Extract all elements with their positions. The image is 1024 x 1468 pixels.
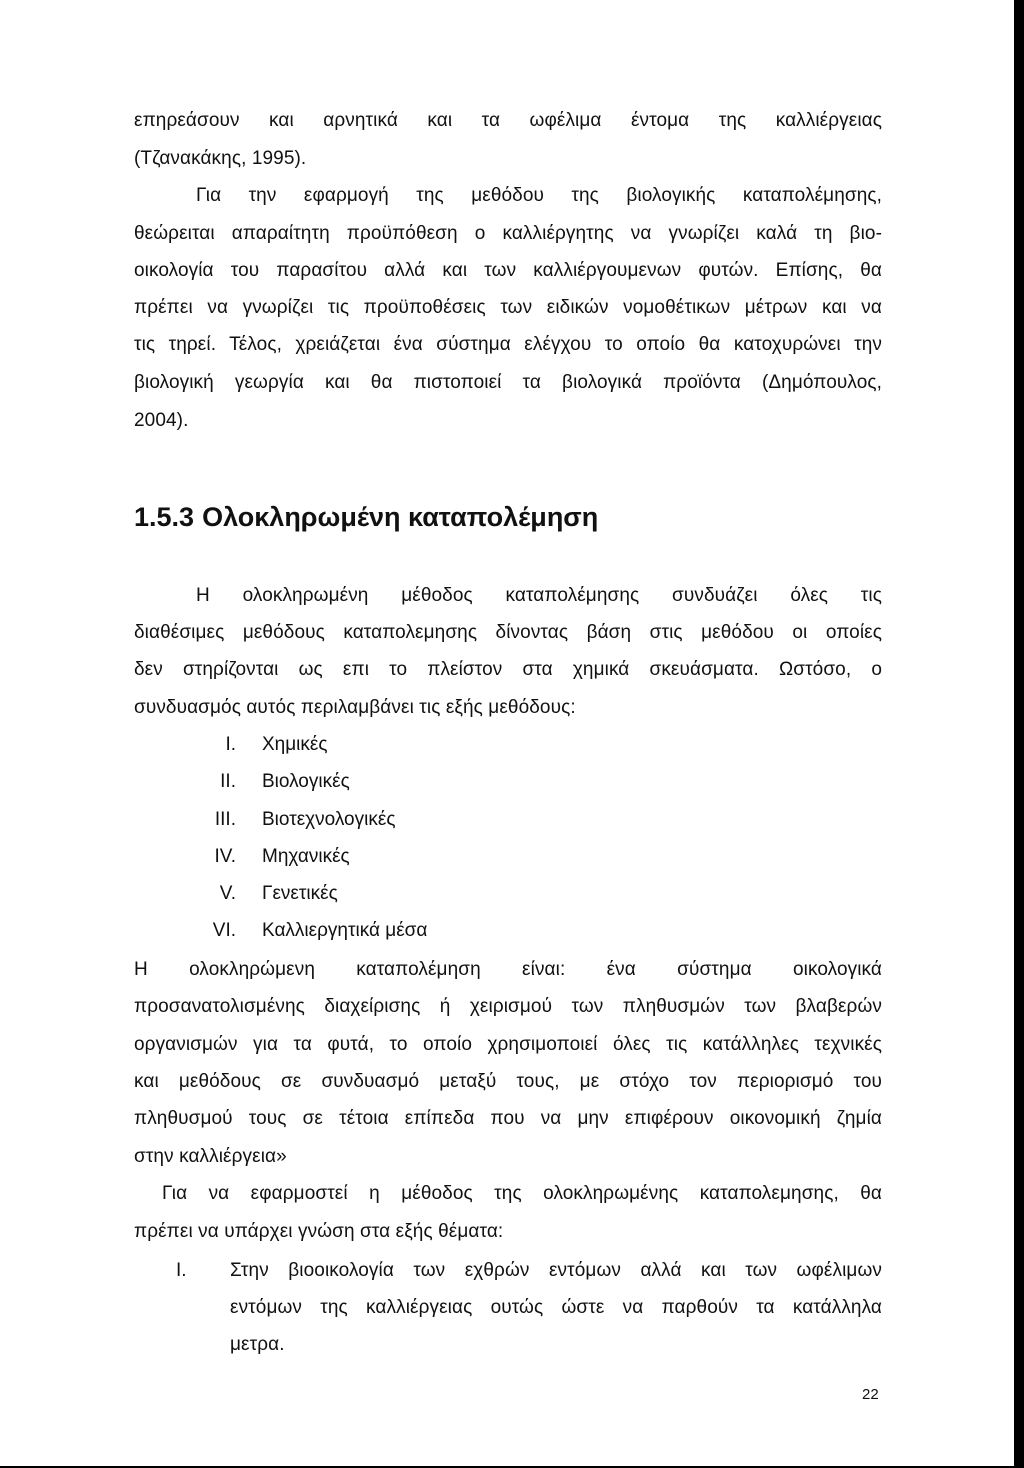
paragraph-line: στην καλλιέργεια»	[134, 1146, 287, 1167]
paragraph-line: και μεθόδους σε συνδυασμό μεταξύ τους, με στόχο τον περιορισμό του	[134, 1071, 882, 1092]
list-numeral: I.	[176, 1260, 187, 1281]
list-item: Γενετικές	[262, 883, 338, 904]
section-title: Ολοκληρωμένη καταπολέμηση	[202, 502, 599, 532]
list-numeral: VI.	[212, 920, 236, 941]
paragraph-line: διαθέσιμες μεθόδους καταπολεμησης δίνοντας βάση στις μεθόδου οι οποίες	[134, 622, 882, 643]
paragraph-line: οργανισμών για τα φυτά, το οποίο χρησιμοποιεί όλες τις κατάλληλες τεχνικές	[134, 1034, 882, 1055]
paragraph-line: επηρεάσουν και αρνητικά και τα ωφέλιμα έντομα της καλλιέργειας	[134, 110, 882, 131]
list-numeral: I.	[225, 734, 236, 755]
list-numeral: III.	[214, 809, 236, 830]
paragraph-line: Η ολοκληρώμενη καταπολέμηση είναι: ένα σύστημα οικολογικά	[134, 959, 882, 980]
paragraph-line: Για την εφαρμογή της μεθόδου της βιολογικής καταπολέμησης,	[196, 185, 882, 206]
paragraph-line: Για να εφαρμοστεί η μέθοδος της ολοκληρωμένης καταπολεμησης, θα	[162, 1183, 882, 1204]
paragraph-line: θεώρειται απαραίτητη προϋπόθεση ο καλλιέργητης να γνωρίζει καλά τη βιο-	[134, 223, 882, 244]
page-number: 22	[862, 1386, 879, 1403]
paragraph-line: βιολογική γεωργία και θα πιστοποιεί τα βιολογικά προϊόντα (Δημόπουλος,	[134, 372, 882, 393]
list-numeral: II.	[220, 771, 236, 792]
paragraph-line: πληθυσμού τους σε τέτοια επίπεδα που να μην επιφέρουν οικονομική ζημία	[134, 1108, 882, 1129]
paragraph-line: οικολογία του παρασίτου αλλά και των καλλιέργουμενων φυτών. Επίσης, θα	[134, 260, 882, 281]
paragraph-line: δεν στηρίζονται ως επι το πλείστον στα χημικά σκευάσματα. Ωστόσο, ο	[134, 659, 882, 680]
section-number: 1.5.3	[134, 502, 195, 532]
paragraph-line: πρέπει να υπάρχει γνώση στα εξής θέματα:	[134, 1221, 504, 1242]
list-item: Μηχανικές	[262, 846, 350, 867]
paragraph-line: πρέπει να γνωρίζει τις προϋποθέσεις των ειδικών νομοθέτικων μέτρων και να	[134, 297, 882, 318]
list-item-line: Στην βιοοικολογία των εχθρών εντόμων αλλά και των ωφέλιμων	[230, 1260, 882, 1281]
list-numeral: IV.	[214, 846, 236, 867]
paragraph-line: 2004).	[134, 410, 189, 431]
list-item-line: εντόμων της καλλιέργειας ουτώς ώστε να παρθούν τα κατάλληλα	[230, 1297, 882, 1318]
list-item: Βιολογικές	[262, 771, 350, 792]
paragraph-line: συνδυασμός αυτός περιλαμβάνει τις εξής μεθόδους:	[134, 697, 576, 718]
paragraph-line: τις τηρεί. Τέλος, χρειάζεται ένα σύστημα ελέγχου το οποίο θα κατοχυρώνει την	[134, 334, 882, 355]
list-item: Καλλιεργητικά μέσα	[262, 920, 428, 941]
paragraph-line: Η ολοκληρωμένη μέθοδος καταπολέμησης συνδυάζει όλες τις	[196, 585, 882, 606]
list-item: Βιοτεχνολογικές	[262, 809, 396, 830]
list-item-line: μετρα.	[230, 1334, 285, 1355]
section-heading	[134, 501, 598, 533]
paragraph-line: (Τζανακάκης, 1995).	[134, 148, 307, 169]
list-item: Χημικές	[262, 734, 328, 755]
list-numeral: V.	[219, 883, 236, 904]
paragraph-line: προσανατολισμένης διαχείρισης ή χειρισμού των πληθυσμών των βλαβερών	[134, 996, 882, 1017]
